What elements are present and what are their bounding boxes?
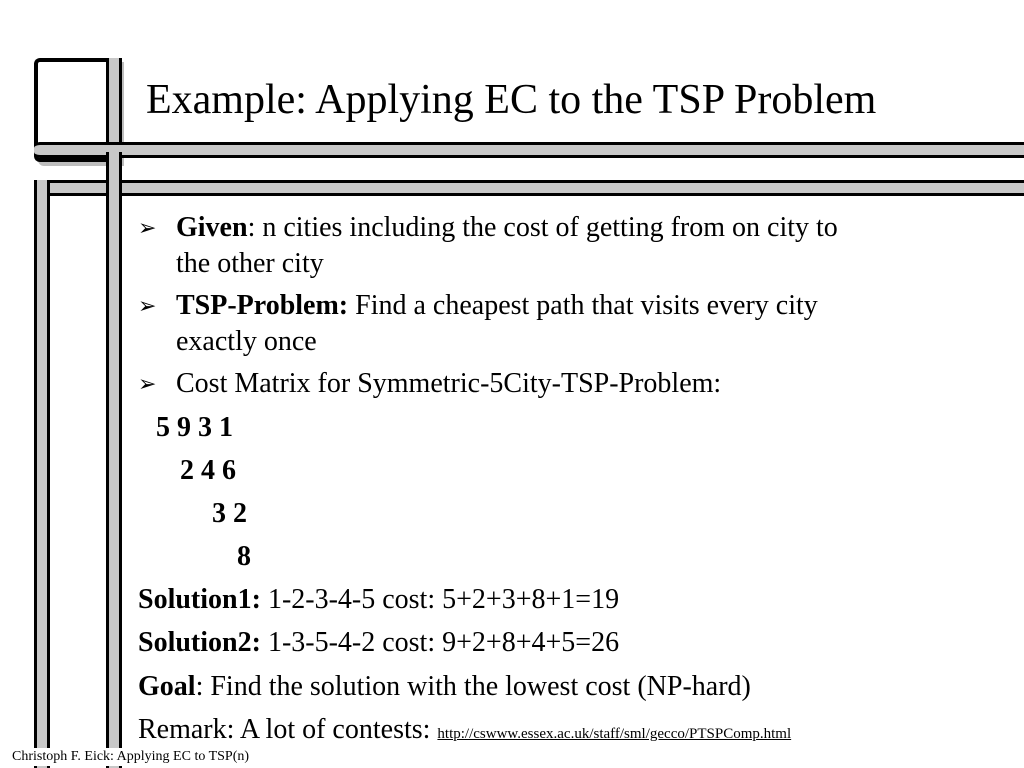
arrowhead-icon: ➢ xyxy=(138,293,157,318)
matrix-row-1: 5 9 3 1 xyxy=(156,412,233,443)
contest-link[interactable]: http://cswww.essex.ac.uk/staff/sml/gecco/PTSPComp.html xyxy=(437,726,792,742)
slide-footer: Christoph F. Eick: Applying EC to TSP(n) xyxy=(12,749,250,764)
solution-2: Solution2: 1-3-5-4-2 cost: 9+2+8+4+5=26 xyxy=(138,627,620,658)
matrix-row-2: 2 4 6 xyxy=(180,455,236,486)
title-underline-bar xyxy=(34,142,1024,158)
matrix-row-3: 3 2 xyxy=(212,498,247,529)
matrix-row-4: 8 xyxy=(237,541,251,572)
frame-middle-vertical-bar xyxy=(106,152,122,768)
arrowhead-icon: ➢ xyxy=(138,371,157,396)
bullet-given-text: Given: n cities including the cost of getting from on city to xyxy=(176,212,838,243)
slide-title: Example: Applying EC to the TSP Problem xyxy=(146,77,877,123)
remark-line: Remark: A lot of contests: http://cswww.essex.ac.uk/staff/sml/gecco/PTSPComp.html xyxy=(138,714,792,745)
goal-line: Goal: Find the solution with the lowest cost (NP-hard) xyxy=(138,671,751,702)
bullet-tsp-text: TSP-Problem: Find a cheapest path that visits every city xyxy=(176,290,818,321)
arrowhead-icon: ➢ xyxy=(138,215,157,240)
solution-1: Solution1: 1-2-3-4-5 cost: 5+2+3+8+1=19 xyxy=(138,584,620,615)
frame-left-vertical-bar xyxy=(34,180,50,768)
content-top-bar xyxy=(34,180,1024,196)
